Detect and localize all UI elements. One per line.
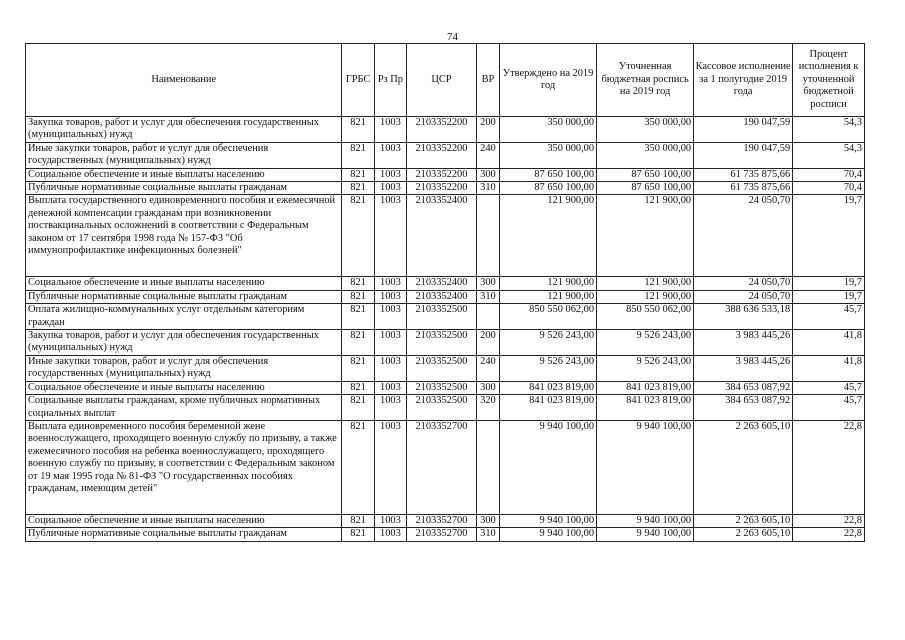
cell-csr: 2103352500: [407, 355, 477, 381]
cell-vr: 300: [476, 277, 499, 290]
cell-percent: 19,7: [793, 277, 865, 290]
cell-name: Выплата государственного единовременного пособия и ежемесячной денежной компенсации гражданам при возникновении поствакцинальных осложнений в соответствии с Федеральным законом от 17 сентября 1998 года № 157-ФЗ "Об иммунопрофилактике инфекционных болезней": [26, 195, 342, 277]
cell-grbs: 821: [342, 420, 374, 514]
cell-revised: 850 550 062,00: [597, 304, 694, 330]
cell-vr: 300: [476, 514, 499, 527]
cell-csr: 2103352700: [407, 528, 477, 541]
cell-name: Социальное обеспечение и иные выплаты населению: [26, 168, 342, 181]
cell-csr: 2103352500: [407, 304, 477, 330]
table-row: [26, 420, 865, 514]
cell-percent: 41,8: [793, 355, 865, 381]
cell-name: Оплата жилищно-коммунальных услуг отдельным категориям граждан: [26, 304, 342, 330]
cell-rzpr: 1003: [374, 395, 406, 421]
cell-grbs: 821: [342, 514, 374, 527]
cell-percent: 41,8: [793, 330, 865, 356]
table-row: [26, 195, 865, 277]
table-row: [26, 514, 865, 527]
cell-cash: 388 636 533,18: [694, 304, 793, 330]
cell-percent: 19,7: [793, 195, 865, 277]
cell-approved: 121 900,00: [500, 290, 597, 303]
cell-rzpr: 1003: [374, 168, 406, 181]
table-row: [26, 304, 865, 330]
cell-rzpr: 1003: [374, 420, 406, 514]
table-row: [26, 330, 865, 356]
cell-vr: 310: [476, 290, 499, 303]
table-row: [26, 395, 865, 421]
cell-csr: 2103352700: [407, 420, 477, 514]
cell-rzpr: 1003: [374, 514, 406, 527]
cell-cash: 2 263 605,10: [694, 420, 793, 514]
cell-revised: 350 000,00: [597, 142, 694, 168]
cell-approved: 9 940 100,00: [500, 420, 597, 514]
cell-grbs: 821: [342, 117, 374, 143]
cell-csr: 2103352200: [407, 142, 477, 168]
cell-approved: 9 526 243,00: [500, 355, 597, 381]
cell-revised: 121 900,00: [597, 277, 694, 290]
cell-rzpr: 1003: [374, 117, 406, 143]
cell-approved: 841 023 819,00: [500, 381, 597, 394]
cell-grbs: 821: [342, 142, 374, 168]
header-vr: ВР: [476, 44, 499, 117]
budget-table: [25, 43, 865, 542]
cell-vr: [476, 195, 499, 277]
cell-grbs: 821: [342, 168, 374, 181]
cell-grbs: 821: [342, 277, 374, 290]
cell-approved: 87 650 100,00: [500, 168, 597, 181]
cell-cash: 3 983 445,26: [694, 355, 793, 381]
cell-revised: 87 650 100,00: [597, 168, 694, 181]
cell-name: Публичные нормативные социальные выплаты гражданам: [26, 528, 342, 541]
cell-grbs: 821: [342, 381, 374, 394]
cell-approved: 9 940 100,00: [500, 528, 597, 541]
cell-vr: 300: [476, 381, 499, 394]
cell-revised: 9 940 100,00: [597, 514, 694, 527]
table-header-row: [26, 44, 865, 117]
cell-percent: 19,7: [793, 290, 865, 303]
cell-csr: 2103352200: [407, 117, 477, 143]
cell-cash: 24 050,70: [694, 290, 793, 303]
table-row: [26, 355, 865, 381]
cell-grbs: 821: [342, 290, 374, 303]
cell-revised: 841 023 819,00: [597, 381, 694, 394]
cell-percent: 70,4: [793, 168, 865, 181]
cell-grbs: 821: [342, 528, 374, 541]
cell-csr: 2103352400: [407, 195, 477, 277]
cell-name: Иные закупки товаров, работ и услуг для обеспечения государственных (муниципальных) нужд: [26, 142, 342, 168]
cell-percent: 54,3: [793, 142, 865, 168]
cell-name: Публичные нормативные социальные выплаты гражданам: [26, 182, 342, 195]
table-row: [26, 182, 865, 195]
cell-approved: 121 900,00: [500, 195, 597, 277]
cell-cash: 190 047,59: [694, 117, 793, 143]
cell-rzpr: 1003: [374, 277, 406, 290]
cell-cash: 24 050,70: [694, 277, 793, 290]
cell-percent: 22,8: [793, 420, 865, 514]
cell-percent: 22,8: [793, 514, 865, 527]
cell-grbs: 821: [342, 304, 374, 330]
cell-cash: 2 263 605,10: [694, 514, 793, 527]
cell-percent: 22,8: [793, 528, 865, 541]
table-row: [26, 117, 865, 143]
cell-percent: 45,7: [793, 395, 865, 421]
table-row: [26, 168, 865, 181]
header-grbs: ГРБС: [342, 44, 374, 117]
cell-revised: 9 940 100,00: [597, 420, 694, 514]
page-number: 74: [447, 31, 458, 43]
cell-grbs: 821: [342, 182, 374, 195]
table-row: [26, 142, 865, 168]
cell-grbs: 821: [342, 355, 374, 381]
cell-grbs: 821: [342, 330, 374, 356]
cell-revised: 9 940 100,00: [597, 528, 694, 541]
cell-vr: 300: [476, 168, 499, 181]
cell-vr: [476, 420, 499, 514]
cell-revised: 121 900,00: [597, 195, 694, 277]
cell-csr: 2103352500: [407, 330, 477, 356]
cell-percent: 45,7: [793, 381, 865, 394]
cell-rzpr: 1003: [374, 304, 406, 330]
cell-csr: 2103352500: [407, 381, 477, 394]
cell-name: Социальные выплаты гражданам, кроме публичных нормативных социальных выплат: [26, 395, 342, 421]
cell-name: Иные закупки товаров, работ и услуг для обеспечения государственных (муниципальных) нужд: [26, 355, 342, 381]
cell-vr: 310: [476, 528, 499, 541]
cell-name: Публичные нормативные социальные выплаты гражданам: [26, 290, 342, 303]
cell-cash: 2 263 605,10: [694, 528, 793, 541]
cell-cash: 24 050,70: [694, 195, 793, 277]
cell-grbs: 821: [342, 195, 374, 277]
cell-cash: 384 653 087,92: [694, 395, 793, 421]
cell-name: Выплата единовременного пособия беременной жене военнослужащего, проходящего военную службу по призыву, а также ежемесячного пособия на ребенка военнослужащего, проходящего военную службу по призыву, в соответствии с Федеральным законом от 19 мая 1995 года № 81-ФЗ "О государственных пособиях гражданам, имеющим детей": [26, 420, 342, 514]
cell-rzpr: 1003: [374, 330, 406, 356]
cell-percent: 45,7: [793, 304, 865, 330]
cell-csr: 2103352500: [407, 395, 477, 421]
cell-cash: 61 735 875,66: [694, 168, 793, 181]
cell-name: Социальное обеспечение и иные выплаты населению: [26, 277, 342, 290]
cell-csr: 2103352400: [407, 277, 477, 290]
cell-csr: 2103352400: [407, 290, 477, 303]
header-rzpr: Рз Пр: [374, 44, 406, 117]
cell-cash: 384 653 087,92: [694, 381, 793, 394]
table-body: [26, 117, 865, 542]
cell-approved: 121 900,00: [500, 277, 597, 290]
cell-approved: 9 940 100,00: [500, 514, 597, 527]
cell-name: Социальное обеспечение и иные выплаты населению: [26, 381, 342, 394]
cell-vr: [476, 304, 499, 330]
cell-rzpr: 1003: [374, 290, 406, 303]
cell-csr: 2103352200: [407, 182, 477, 195]
table-row: [26, 528, 865, 541]
cell-vr: 320: [476, 395, 499, 421]
cell-rzpr: 1003: [374, 195, 406, 277]
cell-approved: 841 023 819,00: [500, 395, 597, 421]
cell-vr: 240: [476, 142, 499, 168]
cell-vr: 200: [476, 330, 499, 356]
cell-rzpr: 1003: [374, 528, 406, 541]
cell-approved: 87 650 100,00: [500, 182, 597, 195]
cell-revised: 87 650 100,00: [597, 182, 694, 195]
cell-vr: 200: [476, 117, 499, 143]
header-approved: Утверждено на 2019 год: [500, 44, 597, 117]
cell-rzpr: 1003: [374, 182, 406, 195]
cell-cash: 190 047,59: [694, 142, 793, 168]
cell-revised: 9 526 243,00: [597, 330, 694, 356]
cell-revised: 121 900,00: [597, 290, 694, 303]
cell-percent: 70,4: [793, 182, 865, 195]
cell-approved: 850 550 062,00: [500, 304, 597, 330]
cell-rzpr: 1003: [374, 142, 406, 168]
cell-rzpr: 1003: [374, 381, 406, 394]
cell-rzpr: 1003: [374, 355, 406, 381]
cell-name: Закупка товаров, работ и услуг для обеспечения государственных (муниципальных) нужд: [26, 117, 342, 143]
cell-cash: 3 983 445,26: [694, 330, 793, 356]
header-percent: Процент исполнения к уточненной бюджетной росписи: [793, 44, 865, 117]
cell-percent: 54,3: [793, 117, 865, 143]
cell-grbs: 821: [342, 395, 374, 421]
cell-vr: 310: [476, 182, 499, 195]
cell-name: Закупка товаров, работ и услуг для обеспечения государственных (муниципальных) нужд: [26, 330, 342, 356]
cell-approved: 350 000,00: [500, 117, 597, 143]
header-revised: Уточненная бюджетная роспись на 2019 год: [597, 44, 694, 117]
table-row: [26, 290, 865, 303]
cell-name: Социальное обеспечение и иные выплаты населению: [26, 514, 342, 527]
cell-cash: 61 735 875,66: [694, 182, 793, 195]
table-row: [26, 277, 865, 290]
cell-revised: 9 526 243,00: [597, 355, 694, 381]
cell-approved: 350 000,00: [500, 142, 597, 168]
header-name: Наименование: [26, 44, 342, 117]
cell-revised: 350 000,00: [597, 117, 694, 143]
table-row: [26, 381, 865, 394]
cell-revised: 841 023 819,00: [597, 395, 694, 421]
cell-csr: 2103352700: [407, 514, 477, 527]
header-cash: Кассовое исполнение за 1 полугодие 2019 года: [694, 44, 793, 117]
cell-vr: 240: [476, 355, 499, 381]
cell-csr: 2103352200: [407, 168, 477, 181]
cell-approved: 9 526 243,00: [500, 330, 597, 356]
header-csr: ЦСР: [407, 44, 477, 117]
